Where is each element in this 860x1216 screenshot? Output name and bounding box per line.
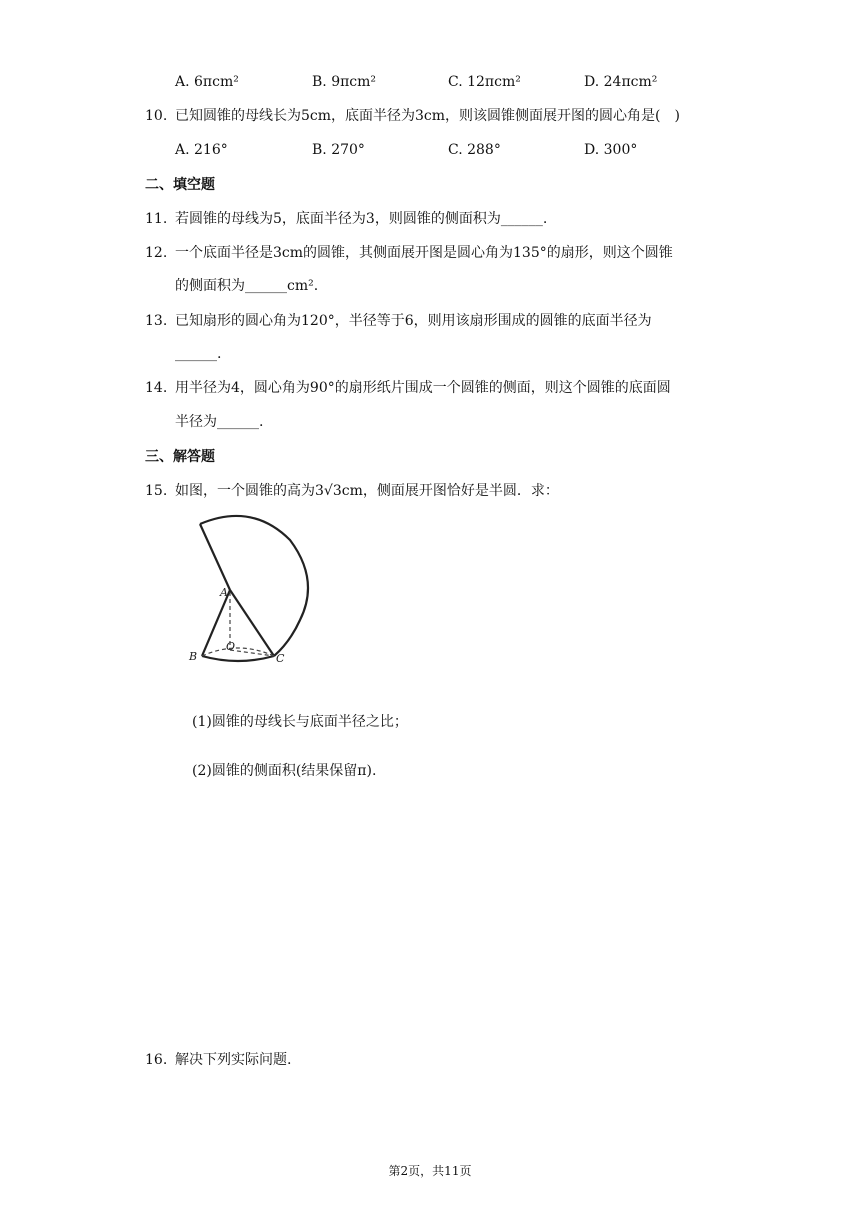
q15-number: 15. xyxy=(145,483,168,499)
q10-option-d: D. 300° xyxy=(584,142,638,158)
q12-number: 12. xyxy=(145,245,168,261)
q12-text-line2: 的侧面积为______cm². xyxy=(175,278,319,294)
label-b: B xyxy=(189,650,198,663)
q10-option-b: B. 270° xyxy=(312,142,365,158)
q11-number: 11. xyxy=(145,211,168,227)
section-answer-heading: 三、解答题 xyxy=(145,449,215,465)
q12-text-line1: 一个底面半径是3cm的圆锥，其侧面展开图是圆心角为135°的扇形，则这个圆锥 xyxy=(175,245,673,261)
q11-text: 若圆锥的母线为5，底面半径为3，则圆锥的侧面积为______. xyxy=(175,211,548,227)
q9-option-c: C. 12πcm² xyxy=(448,74,521,90)
section-fill-in-heading: 二、填空题 xyxy=(145,177,215,193)
q14-text-line1: 用半径为4，圆心角为90°的扇形纸片围成一个圆锥的侧面，则这个圆锥的底面圆 xyxy=(175,380,671,396)
q13-number: 13. xyxy=(145,313,168,329)
slant-line-ac xyxy=(230,590,274,656)
page-footer: 第2页，共11页 xyxy=(388,1164,472,1178)
base-ellipse-front xyxy=(202,656,274,661)
radius-line xyxy=(230,650,274,656)
q15-sub2: (2)圆锥的侧面积(结果保留π). xyxy=(192,763,377,779)
q9-option-b: B. 9πcm² xyxy=(312,74,377,90)
q16-number: 16. xyxy=(145,1052,168,1068)
base-ellipse-back xyxy=(202,648,274,656)
q10-number: 10. xyxy=(145,108,168,124)
label-o: O xyxy=(226,640,236,653)
q9-option-a: A. 6πcm² xyxy=(175,74,239,90)
q15-sub1: (1)圆锥的母线长与底面半径之比； xyxy=(192,714,408,730)
q10-text: 已知圆锥的母线长为5cm，底面半径为3cm，则该圆锥侧面展开图的圆心角是( ) xyxy=(175,108,680,124)
q16-text: 解决下列实际问题. xyxy=(175,1052,292,1068)
q15-text: 如图，一个圆锥的高为3√3cm，侧面展开图恰好是半圆．求： xyxy=(175,483,559,499)
semicircle-arc xyxy=(200,516,308,656)
q10-option-a: A. 216° xyxy=(175,142,228,158)
q13-text-line1: 已知扇形的圆心角为120°，半径等于6，则用该扇形围成的圆锥的底面半径为 xyxy=(175,313,652,329)
q14-number: 14. xyxy=(145,380,168,396)
q13-text-line2: ______. xyxy=(175,346,222,362)
label-a: A xyxy=(220,586,228,599)
label-c: C xyxy=(276,652,285,665)
cone-figure xyxy=(182,510,322,670)
arc-edge-line xyxy=(200,524,230,590)
q9-option-d: D. 24πcm² xyxy=(584,74,658,90)
q14-text-line2: 半径为______. xyxy=(175,414,264,430)
q10-option-c: C. 288° xyxy=(448,142,501,158)
